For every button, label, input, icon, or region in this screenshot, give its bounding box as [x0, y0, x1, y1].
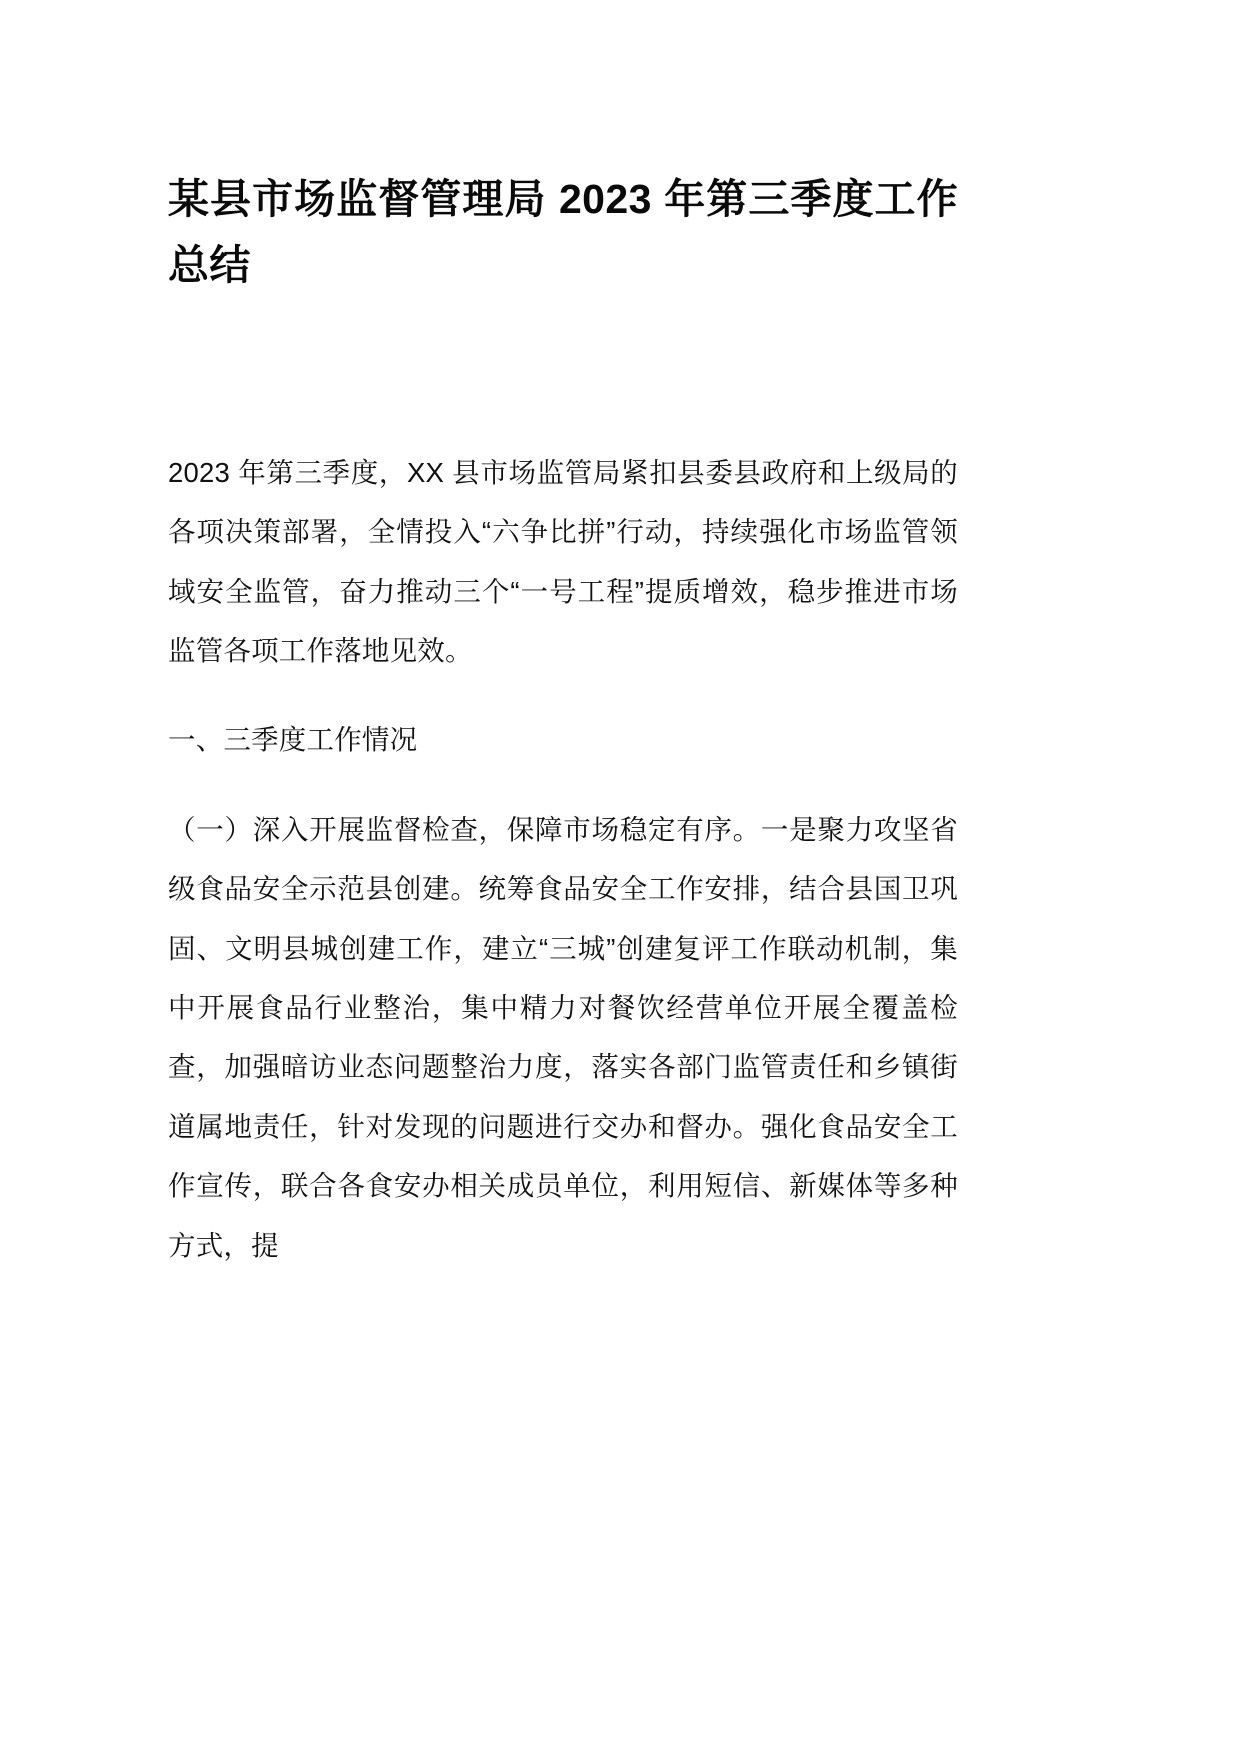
paragraph-intro: 2023 年第三季度，XX 县市场监管局紧扣县委县政府和上级局的各项决策部署，全情投入“六争比拼”行动，持续强化市场监管领域安全监管，奋力推动三个“一号工程”提质增效，稳步推进市场监管各项工作落地见效。	[168, 456, 958, 666]
page-title: 某县市场监督管理局 2023 年第三季度工作总结	[168, 176, 958, 289]
section-heading-one: 一、三季度工作情况	[168, 724, 418, 756]
document-content	[168, 0, 958, 1275]
paragraph-section-one-body: （一）深入开展监督检查，保障市场稳定有序。一是聚力攻坚省级食品安全示范县创建。统筹食品安全工作安排，结合县国卫巩固、文明县城创建工作，建立“三城”创建复评工作联动机制，集中开展食品行业整治，集中精力对餐饮经营单位开展全覆盖检查，加强暗访业态问题整治力度，落实各部门监管责任和乡镇街道属地责任，针对发现的问题进行交办和督办。强化食品安全工作宣传，联合各食安办相关成员单位，利用短信、新媒体等多种方式，提	[168, 813, 958, 1261]
title-body-spacer	[168, 299, 958, 443]
